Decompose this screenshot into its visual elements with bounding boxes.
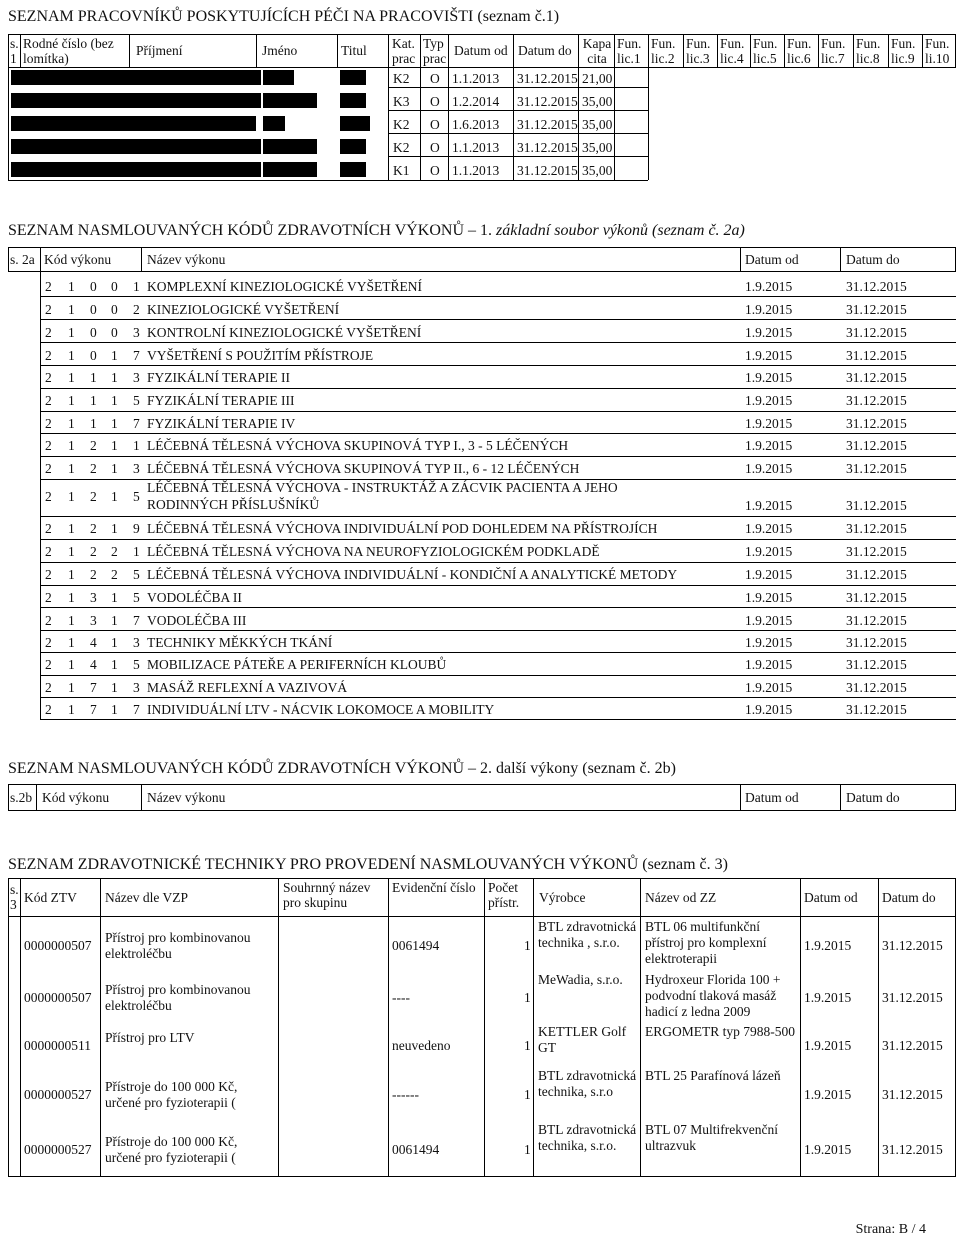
cell-vyrobce: MeWadia, s.r.o. (538, 972, 623, 987)
redacted-block (263, 70, 294, 85)
cell-code-digit: 3 (133, 680, 140, 695)
cell-datum-od: 1.9.2015 (745, 393, 793, 408)
cell-nazev-vykonu: KONTROLNÍ KINEZIOLOGICKÉ VYŠETŘENÍ (147, 325, 422, 340)
cell-code-digit: 1 (111, 438, 118, 453)
cell-pocet: 1 (524, 990, 531, 1005)
cell-datum-od: 1.9.2015 (745, 657, 793, 672)
cell-code-digit: 1 (111, 680, 118, 695)
cell-code-digit: 2 (45, 590, 52, 605)
redacted-block (340, 70, 366, 85)
cell-nazev-zz: BTL 07 Multifrekvenční ultrazvuk (645, 1122, 778, 1153)
cell-code-digit: 2 (45, 279, 52, 294)
cell-code-digit: 5 (133, 657, 140, 672)
cell-nazev-vykonu: VODOLÉČBA III (147, 613, 247, 628)
cell-code-digit: 2 (111, 544, 118, 559)
cell-datum-do: 31.12.2015 (517, 94, 578, 109)
section2a-title-suffix: základní soubor výkonů (seznam č. 2a) (496, 222, 745, 239)
cell-datum-od: 1.9.2015 (745, 438, 793, 453)
cell-code-digit: 1 (68, 370, 75, 385)
cell-nazev-vzp: Přístroje do 100 000 Kč, určené pro fyzioterapii ( (105, 1079, 238, 1110)
cell-code-digit: 2 (111, 567, 118, 582)
cell-datum-do: 31.12.2015 (846, 521, 907, 536)
cell-evidencni-cislo: neuvedeno (392, 1038, 451, 1053)
redacted-block (11, 162, 261, 177)
cell-code-digit: 0 (90, 279, 97, 294)
cell-code-digit: 0 (90, 348, 97, 363)
cell-code-digit: 1 (111, 348, 118, 363)
cell-datum-od: 1.1.2013 (452, 140, 500, 155)
cell-code-digit: 3 (90, 613, 97, 628)
cell-datum-do: 31.12.2015 (517, 140, 578, 155)
cell-code-digit: 1 (68, 521, 75, 536)
section1-title: SEZNAM PRACOVNÍKŮ POSKYTUJÍCÍCH PÉČI NA PRACOVIŠTI (seznam č.1) (8, 8, 560, 25)
cell-code-digit: 1 (111, 657, 118, 672)
cell-code-digit: 1 (68, 393, 75, 408)
section2b-title-prefix: SEZNAM NASMLOUVANÝCH KÓDŮ ZDRAVOTNÍCH VÝKONŮ – 2. (8, 760, 493, 777)
header-fun-lic-4: Fun. lic.4 (720, 36, 745, 66)
page-number: Strana: B / 4 (855, 1222, 926, 1237)
header-fun-lic-10: Fun. li.10 (925, 36, 950, 66)
cell-kapacita: 35,00 (582, 117, 613, 132)
cell-datum-od: 1.6.2013 (452, 117, 500, 132)
cell-datum-do: 31.12.2015 (882, 1038, 943, 1053)
cell-nazev-vykonu: KOMPLEXNÍ KINEZIOLOGICKÉ VYŠETŘENÍ (147, 279, 422, 294)
cell-nazev-vykonu: MASÁŽ REFLEXNÍ A VAZIVOVÁ (147, 680, 348, 695)
cell-code-digit: 5 (133, 567, 140, 582)
cell-datum-do: 31.12.2015 (846, 635, 907, 650)
cell-vyrobce: KETTLER Golf GT (538, 1024, 627, 1055)
cell-code-digit: 1 (68, 657, 75, 672)
cell-code-digit: 7 (133, 416, 140, 431)
cell-datum-od: 1.9.2015 (745, 702, 793, 717)
cell-pocet: 1 (524, 1087, 531, 1102)
header-s2a: s. 2a (10, 252, 35, 267)
cell-datum-od: 1.9.2015 (745, 521, 793, 536)
cell-evidencni-cislo: 0061494 (392, 1142, 440, 1157)
cell-typ: O (430, 140, 440, 155)
cell-datum-do: 31.12.2015 (846, 680, 907, 695)
cell-datum-od: 1.9.2015 (745, 461, 793, 476)
cell-code-digit: 3 (90, 590, 97, 605)
cell-kat: K2 (393, 140, 410, 155)
cell-kat: K1 (393, 163, 410, 178)
cell-datum-od: 1.9.2015 (745, 635, 793, 650)
header-pocet: Počet přístr. (488, 880, 520, 910)
cell-code-digit: 1 (111, 489, 118, 504)
cell-code-digit: 1 (68, 461, 75, 476)
redacted-block (263, 93, 317, 108)
cell-code-digit: 1 (68, 302, 75, 317)
cell-nazev-vykonu: TECHNIKY MĚKKÝCH TKÁNÍ (147, 635, 333, 650)
cell-datum-do: 31.12.2015 (846, 370, 907, 385)
cell-nazev-vzp: Přístroj pro LTV (105, 1030, 195, 1045)
cell-nazev-zz: Hydroxeur Florida 100 + podvodní tlaková masáž hadicí z ledna 2009 (645, 972, 781, 1019)
cell-datum-od: 1.9.2015 (745, 279, 793, 294)
header-typ: Typ prac (423, 36, 447, 66)
cell-code-digit: 1 (111, 590, 118, 605)
cell-kod-ztv: 0000000527 (24, 1142, 92, 1157)
cell-datum-od: 1.9.2015 (804, 1142, 852, 1157)
cell-code-digit: 1 (111, 370, 118, 385)
header-fun-lic-7: Fun. lic.7 (821, 36, 846, 66)
cell-nazev-vykonu: INDIVIDUÁLNÍ LTV - NÁCVIK LOKOMOCE A MOBILITY (147, 702, 495, 717)
cell-typ: O (430, 71, 440, 86)
cell-code-digit: 1 (133, 438, 140, 453)
redacted-block (340, 162, 366, 177)
cell-code-digit: 4 (90, 657, 97, 672)
cell-datum-do: 31.12.2015 (882, 990, 943, 1005)
header-fun-lic-8: Fun. lic.8 (856, 36, 881, 66)
cell-evidencni-cislo: ------ (392, 1087, 419, 1102)
cell-datum-do: 31.12.2015 (846, 279, 907, 294)
cell-code-digit: 1 (111, 521, 118, 536)
cell-code-digit: 3 (133, 370, 140, 385)
cell-nazev-zz: ERGOMETR typ 7988-500 (645, 1024, 795, 1039)
header-prijmeni: Příjmení (136, 43, 183, 58)
cell-kapacita: 35,00 (582, 94, 613, 109)
cell-code-digit: 1 (133, 544, 140, 559)
cell-code-digit: 1 (111, 702, 118, 717)
cell-datum-do: 31.12.2015 (846, 438, 907, 453)
cell-kod-ztv: 0000000527 (24, 1087, 92, 1102)
header-kat: Kat. prac (392, 36, 416, 66)
redacted-block (11, 116, 256, 131)
header-s1: s. 1 (10, 36, 19, 66)
redacted-block (263, 139, 317, 154)
cell-datum-do: 31.12.2015 (517, 163, 578, 178)
header-kapacita: Kapa cita (582, 36, 612, 66)
cell-nazev-vzp: Přístroje do 100 000 Kč, určené pro fyzioterapii ( (105, 1134, 238, 1165)
cell-code-digit: 2 (45, 702, 52, 717)
header-vyrobce: Výrobce (539, 890, 586, 905)
cell-code-digit: 1 (111, 635, 118, 650)
cell-code-digit: 1 (68, 567, 75, 582)
cell-datum-od: 1.9.2015 (745, 567, 793, 582)
redacted-block (340, 93, 366, 108)
header-kod-vykonu: Kód výkonu (42, 790, 110, 805)
cell-code-digit: 7 (133, 702, 140, 717)
redacted-block (263, 162, 317, 177)
cell-nazev-vykonu: LÉČEBNÁ TĚLESNÁ VÝCHOVA NA NEUROFYZIOLOGICKÉM PODKLADĚ (147, 544, 600, 559)
cell-code-digit: 1 (68, 590, 75, 605)
cell-datum-do: 31.12.2015 (846, 302, 907, 317)
cell-code-digit: 2 (90, 544, 97, 559)
redacted-block (11, 70, 261, 85)
cell-code-digit: 2 (45, 348, 52, 363)
cell-datum-od: 1.2.2014 (452, 94, 500, 109)
cell-code-digit: 2 (45, 393, 52, 408)
cell-pocet: 1 (524, 938, 531, 953)
cell-code-digit: 2 (45, 635, 52, 650)
cell-datum-do: 31.12.2015 (517, 71, 578, 86)
cell-nazev-vykonu: KINEZIOLOGICKÉ VYŠETŘENÍ (147, 302, 340, 317)
cell-kat: K2 (393, 117, 410, 132)
cell-code-digit: 1 (68, 544, 75, 559)
section2a-title-prefix: SEZNAM NASMLOUVANÝCH KÓDŮ ZDRAVOTNÍCH VÝKONŮ – 1. (8, 222, 493, 239)
cell-code-digit: 1 (90, 416, 97, 431)
cell-nazev-vykonu: FYZIKÁLNÍ TERAPIE III (147, 393, 295, 408)
header-kod-vykonu: Kód výkonu (44, 252, 112, 267)
cell-datum-od: 1.9.2015 (745, 680, 793, 695)
header-datum-do: Datum do (846, 790, 900, 805)
cell-datum-do: 31.12.2015 (846, 613, 907, 628)
redacted-block (340, 139, 366, 154)
cell-code-digit: 2 (45, 521, 52, 536)
cell-code-digit: 1 (90, 393, 97, 408)
cell-datum-do: 31.12.2015 (846, 461, 907, 476)
cell-typ: O (430, 163, 440, 178)
cell-code-digit: 7 (90, 702, 97, 717)
cell-code-digit: 1 (111, 416, 118, 431)
cell-nazev-vykonu: MOBILIZACE PÁTEŘE A PERIFERNÍCH KLOUBŮ (147, 657, 447, 672)
cell-datum-do: 31.12.2015 (882, 938, 943, 953)
cell-code-digit: 1 (68, 702, 75, 717)
cell-nazev-vykonu: FYZIKÁLNÍ TERAPIE IV (147, 416, 296, 431)
header-s3: s. 3 (10, 882, 19, 912)
redacted-block (11, 139, 261, 154)
cell-code-digit: 0 (111, 279, 118, 294)
cell-pocet: 1 (524, 1142, 531, 1157)
cell-code-digit: 2 (45, 461, 52, 476)
cell-datum-do: 31.12.2015 (846, 325, 907, 340)
header-jmeno: Jméno (262, 43, 298, 58)
cell-kapacita: 35,00 (582, 163, 613, 178)
cell-code-digit: 3 (133, 635, 140, 650)
redacted-block (340, 116, 370, 131)
cell-code-digit: 3 (133, 325, 140, 340)
header-datum-do: Datum do (882, 890, 936, 905)
cell-nazev-zz: BTL 25 Parafínová lázeň (645, 1068, 781, 1083)
cell-code-digit: 0 (111, 325, 118, 340)
cell-datum-od: 1.9.2015 (804, 1038, 852, 1053)
cell-nazev-vykonu: LÉČEBNÁ TĚLESNÁ VÝCHOVA SKUPINOVÁ TYP I., 3 - 5 LÉČENÝCH (147, 438, 569, 453)
cell-code-digit: 5 (133, 590, 140, 605)
cell-datum-do: 31.12.2015 (846, 393, 907, 408)
cell-vyrobce: BTL zdravotnická technika, s.r.o (538, 1068, 637, 1099)
cell-code-digit: 0 (90, 302, 97, 317)
cell-code-digit: 2 (90, 567, 97, 582)
cell-nazev-vykonu: LÉČEBNÁ TĚLESNÁ VÝCHOVA INDIVIDUÁLNÍ POD DOHLEDEM NA PŘÍSTROJÍCH (147, 521, 658, 536)
cell-datum-do: 31.12.2015 (846, 416, 907, 431)
cell-code-digit: 1 (68, 489, 75, 504)
cell-code-digit: 7 (133, 348, 140, 363)
cell-code-digit: 2 (45, 489, 52, 504)
cell-datum-od: 1.9.2015 (745, 498, 793, 513)
cell-kod-ztv: 0000000507 (24, 938, 92, 953)
cell-code-digit: 0 (90, 325, 97, 340)
cell-code-digit: 2 (90, 438, 97, 453)
cell-datum-od: 1.9.2015 (745, 613, 793, 628)
cell-code-digit: 1 (68, 416, 75, 431)
cell-datum-od: 1.1.2013 (452, 71, 500, 86)
cell-kat: K2 (393, 71, 410, 86)
header-kod-ztv: Kód ZTV (24, 890, 77, 905)
cell-code-digit: 1 (68, 348, 75, 363)
section2b-title (8, 760, 676, 778)
cell-code-digit: 3 (133, 461, 140, 476)
cell-nazev-zz: BTL 06 multifunkční přístroj pro komplexní elektroterapii (645, 919, 767, 966)
header-datum-od: Datum od (745, 252, 799, 267)
cell-code-digit: 2 (45, 370, 52, 385)
header-datum-do: Datum do (518, 43, 572, 58)
cell-code-digit: 1 (68, 635, 75, 650)
cell-evidencni-cislo: 0061494 (392, 938, 440, 953)
cell-nazev-vzp: Přístroj pro kombinovanou elektroléčbu (105, 982, 251, 1013)
header-datum-od: Datum od (745, 790, 799, 805)
cell-code-digit: 2 (45, 567, 52, 582)
cell-datum-do: 31.12.2015 (882, 1142, 943, 1157)
cell-datum-od: 1.9.2015 (804, 938, 852, 953)
cell-datum-od: 1.9.2015 (745, 348, 793, 363)
header-nazev-vykonu: Název výkonu (147, 252, 226, 267)
cell-code-digit: 2 (45, 416, 52, 431)
cell-code-digit: 2 (45, 657, 52, 672)
cell-nazev-vykonu: LÉČEBNÁ TĚLESNÁ VÝCHOVA - INSTRUKTÁŽ A ZÁCVIK PACIENTA A JEHO (147, 480, 618, 495)
cell-code-digit: 2 (45, 680, 52, 695)
cell-code-digit: 2 (90, 489, 97, 504)
cell-nazev-vykonu: LÉČEBNÁ TĚLESNÁ VÝCHOVA INDIVIDUÁLNÍ - KONDIČNÍ A ANALYTICKÉ METODY (147, 567, 678, 582)
cell-nazev-vykonu: VYŠETŘENÍ S POUŽITÍM PŘÍSTROJE (147, 348, 374, 363)
cell-datum-do: 31.12.2015 (846, 544, 907, 559)
header-fun-lic-5: Fun. lic.5 (753, 36, 778, 66)
header-s2b: s.2b (10, 790, 33, 805)
cell-code-digit: 1 (133, 279, 140, 294)
cell-code-digit: 0 (111, 302, 118, 317)
cell-code-digit: 1 (111, 461, 118, 476)
cell-code-digit: 9 (133, 521, 140, 536)
cell-datum-od: 1.9.2015 (745, 302, 793, 317)
cell-datum-od: 1.9.2015 (745, 416, 793, 431)
cell-code-digit: 1 (68, 680, 75, 695)
cell-datum-od: 1.9.2015 (745, 590, 793, 605)
header-rodne-cislo: Rodné číslo (bez lomítka) (23, 36, 114, 66)
cell-evidencni-cislo: ---- (392, 990, 410, 1005)
cell-code-digit: 2 (45, 613, 52, 628)
cell-nazev-vykonu: LÉČEBNÁ TĚLESNÁ VÝCHOVA SKUPINOVÁ TYP II., 6 - 12 LÉČENÝCH (147, 461, 580, 476)
cell-datum-od: 1.9.2015 (804, 990, 852, 1005)
cell-code-digit: 5 (133, 489, 140, 504)
cell-datum-do: 31.12.2015 (846, 657, 907, 672)
header-datum-od: Datum od (804, 890, 858, 905)
cell-typ: O (430, 94, 440, 109)
header-fun-lic-2: Fun. lic.2 (651, 36, 676, 66)
header-datum-od: Datum od (454, 43, 508, 58)
cell-code-digit: 2 (90, 461, 97, 476)
cell-vyrobce: BTL zdravotnická technika , s.r.o. (538, 919, 637, 950)
section2b-title-suffix: další výkony (seznam č. 2b) (496, 760, 676, 777)
cell-code-digit: 4 (90, 635, 97, 650)
cell-code-digit: 5 (133, 393, 140, 408)
cell-code-digit: 2 (45, 325, 52, 340)
cell-code-digit: 2 (45, 302, 52, 317)
section2a-title (8, 222, 745, 240)
cell-code-digit: 7 (133, 613, 140, 628)
cell-vyrobce: BTL zdravotnická technika, s.r.o. (538, 1122, 637, 1153)
cell-code-digit: 2 (45, 438, 52, 453)
cell-kod-ztv: 0000000507 (24, 990, 92, 1005)
cell-code-digit: 2 (90, 521, 97, 536)
cell-datum-od: 1.9.2015 (745, 325, 793, 340)
cell-code-digit: 2 (45, 544, 52, 559)
cell-code-digit: 1 (90, 370, 97, 385)
cell-datum-do: 31.12.2015 (882, 1087, 943, 1102)
redacted-block (263, 116, 285, 131)
header-nazev-vykonu: Název výkonu (147, 790, 226, 805)
cell-nazev-vykonu: VODOLÉČBA II (147, 590, 242, 605)
cell-nazev-vzp: Přístroj pro kombinovanou elektroléčbu (105, 930, 251, 961)
cell-datum-do: 31.12.2015 (846, 498, 907, 513)
header-evidencni-cislo: Evidenční číslo (392, 880, 476, 895)
cell-nazev-vykonu: FYZIKÁLNÍ TERAPIE II (147, 370, 290, 385)
cell-code-digit: 1 (68, 438, 75, 453)
cell-code-digit: 1 (68, 613, 75, 628)
header-titul: Titul (341, 43, 367, 58)
cell-kod-ztv: 0000000511 (24, 1038, 91, 1053)
cell-code-digit: 1 (68, 325, 75, 340)
cell-nazev-vykonu: RODINNÝCH PŘÍSLUŠNÍKŮ (147, 497, 320, 512)
header-nazev-zz: Název od ZZ (645, 890, 717, 905)
cell-datum-do: 31.12.2015 (517, 117, 578, 132)
cell-kat: K3 (393, 94, 410, 109)
cell-kapacita: 21,00 (582, 71, 613, 86)
section3-title: SEZNAM ZDRAVOTNICKÉ TECHNIKY PRO PROVEDENÍ NASMLOUVANÝCH VÝKONŮ (seznam č. 3) (8, 856, 728, 873)
header-datum-do: Datum do (846, 252, 900, 267)
header-nazev-vzp: Název dle VZP (105, 890, 188, 905)
cell-code-digit: 2 (133, 302, 140, 317)
cell-code-digit: 1 (111, 393, 118, 408)
cell-datum-do: 31.12.2015 (846, 590, 907, 605)
header-fun-lic-3: Fun. lic.3 (686, 36, 711, 66)
cell-datum-od: 1.1.2013 (452, 163, 500, 178)
header-fun-lic-1: Fun. lic.1 (617, 36, 642, 66)
cell-kapacita: 35,00 (582, 140, 613, 155)
header-fun-lic-6: Fun. lic.6 (787, 36, 812, 66)
cell-datum-od: 1.9.2015 (745, 370, 793, 385)
cell-pocet: 1 (524, 1038, 531, 1053)
cell-datum-od: 1.9.2015 (745, 544, 793, 559)
cell-code-digit: 1 (111, 613, 118, 628)
cell-datum-do: 31.12.2015 (846, 348, 907, 363)
redacted-block (11, 93, 261, 108)
header-fun-lic-9: Fun. lic.9 (891, 36, 916, 66)
cell-code-digit: 1 (68, 279, 75, 294)
cell-datum-od: 1.9.2015 (804, 1087, 852, 1102)
cell-code-digit: 7 (90, 680, 97, 695)
cell-typ: O (430, 117, 440, 132)
cell-datum-do: 31.12.2015 (846, 702, 907, 717)
header-souhrnny-nazev: Souhrnný název pro skupinu (283, 880, 371, 910)
cell-datum-do: 31.12.2015 (846, 567, 907, 582)
